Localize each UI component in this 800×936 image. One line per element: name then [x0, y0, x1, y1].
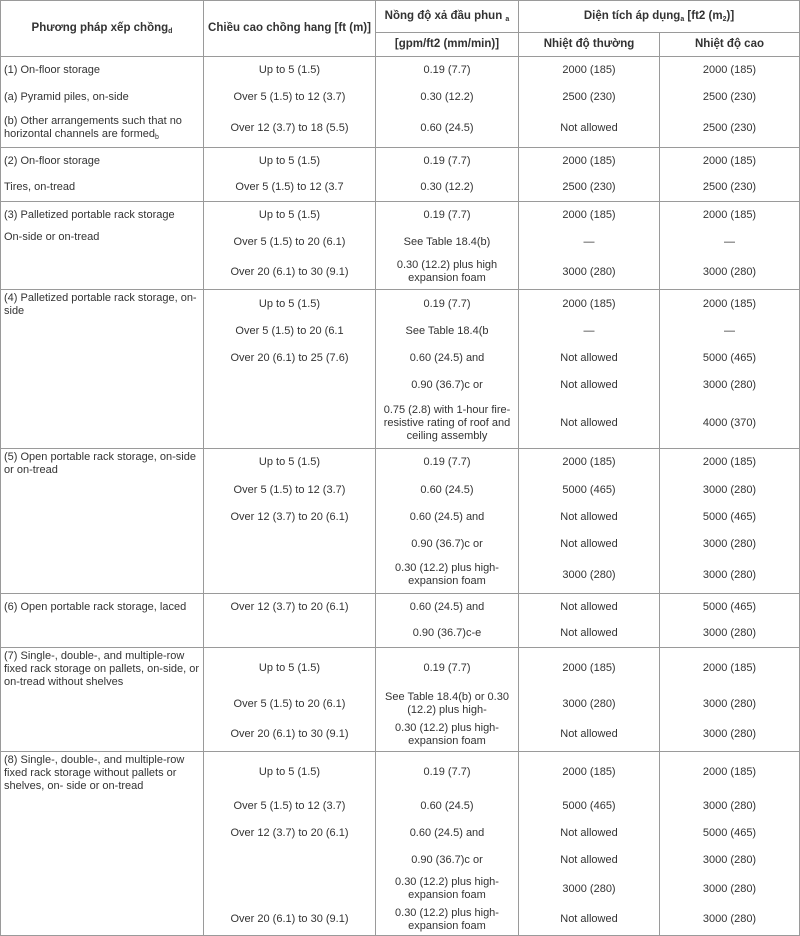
method-cell: [1, 558, 204, 594]
table-row: [1, 793, 800, 820]
ordinary-temp-cell: Not allowed: [519, 504, 660, 531]
table-row: [1, 318, 800, 345]
density-cell: 0.19 (7.7): [376, 148, 519, 175]
ordinary-temp-cell: 2000 (185): [519, 648, 660, 690]
height-cell: [204, 621, 376, 648]
method-cell: [1, 820, 204, 847]
ordinary-temp-cell: 2500 (230): [519, 175, 660, 202]
ordinary-temp-cell: 2000 (185): [519, 148, 660, 175]
density-cell: 0.30 (12.2) plus high-expansion foam: [376, 719, 519, 751]
table-row: [1, 229, 800, 256]
height-cell: Up to 5 (1.5): [204, 57, 376, 84]
density-cell: 0.90 (36.7)c or: [376, 847, 519, 874]
table-row: [1, 558, 800, 594]
method-cell: (4) Palletized portable rack storage, on-side: [1, 290, 204, 319]
density-cell: 0.19 (7.7): [376, 751, 519, 793]
method-cell: (a) Pyramid piles, on-side: [1, 84, 204, 111]
high-temp-cell: 3000 (280): [660, 621, 800, 648]
height-cell: Up to 5 (1.5): [204, 290, 376, 319]
high-temp-cell: 3000 (280): [660, 905, 800, 936]
table-row: [1, 504, 800, 531]
density-cell: 0.30 (12.2) plus high-expansion foam: [376, 905, 519, 936]
ordinary-temp-cell: Not allowed: [519, 399, 660, 448]
density-cell: 0.30 (12.2) plus high-expansion foam: [376, 874, 519, 905]
table-row: [1, 648, 800, 690]
high-temp-cell: 5000 (465): [660, 820, 800, 847]
high-temp-cell: 3000 (280): [660, 372, 800, 399]
table-row: [1, 531, 800, 558]
method-cell: [1, 372, 204, 399]
header-high-temp: Nhiệt độ cao: [660, 33, 800, 57]
method-cell: [1, 318, 204, 345]
table-row: [1, 399, 800, 448]
high-temp-cell: 3000 (280): [660, 874, 800, 905]
method-cell: [1, 399, 204, 448]
high-temp-cell: 3000 (280): [660, 689, 800, 719]
ordinary-temp-cell: Not allowed: [519, 820, 660, 847]
table-row: [1, 111, 800, 148]
high-temp-cell: 2500 (230): [660, 111, 800, 148]
high-temp-cell: 2000 (185): [660, 202, 800, 229]
density-cell: 0.75 (2.8) with 1-hour fire-resistive rating of roof and ceiling assembly: [376, 399, 519, 448]
ordinary-temp-cell: Not allowed: [519, 719, 660, 751]
height-cell: Over 5 (1.5) to 12 (3.7): [204, 793, 376, 820]
method-cell: (6) Open portable rack storage, laced: [1, 594, 204, 621]
ordinary-temp-cell: 5000 (465): [519, 793, 660, 820]
method-cell: [1, 905, 204, 936]
table-row: [1, 477, 800, 504]
high-temp-cell: 2000 (185): [660, 57, 800, 84]
method-cell: [1, 256, 204, 290]
height-cell: Over 5 (1.5) to 12 (3.7): [204, 477, 376, 504]
high-temp-cell: 3000 (280): [660, 531, 800, 558]
high-temp-cell: 3000 (280): [660, 256, 800, 290]
height-cell: Over 5 (1.5) to 20 (6.1): [204, 689, 376, 719]
header-area: Diện tích áp dụng$_a$ [ft2 $(m_2)$]: [519, 1, 800, 33]
table-row: [1, 175, 800, 202]
height-cell: [204, 531, 376, 558]
ordinary-temp-cell: 3000 (280): [519, 689, 660, 719]
high-temp-cell: 4000 (370): [660, 399, 800, 448]
high-temp-cell: 2000 (185): [660, 290, 800, 319]
height-cell: Up to 5 (1.5): [204, 448, 376, 477]
ordinary-temp-cell: 2000 (185): [519, 448, 660, 477]
method-cell: [1, 504, 204, 531]
table-row: [1, 57, 800, 84]
ordinary-temp-cell: 2000 (185): [519, 290, 660, 319]
density-cell: See Table 18.4(b): [376, 229, 519, 256]
high-temp-cell: —: [660, 229, 800, 256]
density-cell: 0.60 (24.5) and: [376, 594, 519, 621]
height-cell: Over 12 (3.7) to 20 (6.1): [204, 504, 376, 531]
header-ordinary-temp: Nhiệt độ thường: [519, 33, 660, 57]
density-cell: 0.60 (24.5): [376, 111, 519, 148]
ordinary-temp-cell: —: [519, 318, 660, 345]
density-cell: 0.90 (36.7)c-e: [376, 621, 519, 648]
table-row: [1, 256, 800, 290]
density-cell: 0.19 (7.7): [376, 648, 519, 690]
density-cell: 0.30 (12.2) plus high expansion foam: [376, 256, 519, 290]
height-cell: [204, 558, 376, 594]
height-cell: Over 12 (3.7) to 20 (6.1): [204, 820, 376, 847]
method-cell: [1, 847, 204, 874]
table-row: [1, 345, 800, 372]
ordinary-temp-cell: Not allowed: [519, 111, 660, 148]
ordinary-temp-cell: 5000 (465): [519, 477, 660, 504]
height-cell: Up to 5 (1.5): [204, 648, 376, 690]
header-height: Chiều cao chồng hang [ft (m)]: [204, 1, 376, 57]
height-cell: Over 20 (6.1) to 30 (9.1): [204, 905, 376, 936]
header-density-unit: [gpm/ft2 (mm/min)]: [376, 33, 519, 57]
table-body: [1, 57, 800, 936]
density-cell: See Table 18.4(b: [376, 318, 519, 345]
density-cell: 0.60 (24.5) and: [376, 820, 519, 847]
ordinary-temp-cell: 3000 (280): [519, 874, 660, 905]
ordinary-temp-cell: Not allowed: [519, 621, 660, 648]
density-cell: 0.60 (24.5) and: [376, 345, 519, 372]
height-cell: Over 12 (3.7) to 18 (5.5): [204, 111, 376, 148]
method-cell: [1, 621, 204, 648]
height-cell: Over 5 (1.5) to 12 (3.7): [204, 84, 376, 111]
density-cell: 0.19 (7.7): [376, 290, 519, 319]
method-cell: [1, 345, 204, 372]
high-temp-cell: 2000 (185): [660, 148, 800, 175]
density-cell: 0.19 (7.7): [376, 202, 519, 229]
table-row: [1, 905, 800, 936]
height-cell: Up to 5 (1.5): [204, 202, 376, 229]
table-row: [1, 84, 800, 111]
height-cell: [204, 399, 376, 448]
ordinary-temp-cell: 3000 (280): [519, 558, 660, 594]
height-cell: Up to 5 (1.5): [204, 148, 376, 175]
ordinary-temp-cell: 2000 (185): [519, 57, 660, 84]
ordinary-temp-cell: 2000 (185): [519, 202, 660, 229]
ordinary-temp-cell: —: [519, 229, 660, 256]
table-row: [1, 820, 800, 847]
table-row: [1, 621, 800, 648]
method-cell: [1, 531, 204, 558]
table-row: [1, 594, 800, 621]
method-cell: Tires, on-tread: [1, 175, 204, 202]
method-cell: (1) On-floor storage: [1, 57, 204, 84]
density-cell: 0.19 (7.7): [376, 448, 519, 477]
table-row: [1, 689, 800, 719]
method-cell: (3) Palletized portable rack storage: [1, 202, 204, 229]
header-density: Nồng độ xả đầu phun $_a$: [376, 1, 519, 33]
height-cell: Over 20 (6.1) to 25 (7.6): [204, 345, 376, 372]
table-row: [1, 874, 800, 905]
method-cell: On-side or on-tread: [1, 229, 204, 256]
height-cell: Over 5 (1.5) to 20 (6.1: [204, 318, 376, 345]
ordinary-temp-cell: Not allowed: [519, 905, 660, 936]
density-cell: 0.60 (24.5): [376, 793, 519, 820]
method-cell: (8) Single-, double-, and multiple-row fixed rack storage without pallets or shelves, on- side or on-tread: [1, 751, 204, 793]
density-cell: 0.90 (36.7)c or: [376, 531, 519, 558]
method-cell: [1, 719, 204, 751]
method-cell: [1, 874, 204, 905]
ordinary-temp-cell: 2000 (185): [519, 751, 660, 793]
height-cell: [204, 372, 376, 399]
height-cell: [204, 874, 376, 905]
ordinary-temp-cell: 3000 (280): [519, 256, 660, 290]
height-cell: Over 20 (6.1) to 30 (9.1): [204, 719, 376, 751]
high-temp-cell: 3000 (280): [660, 719, 800, 751]
table-row: [1, 372, 800, 399]
ordinary-temp-cell: 2500 (230): [519, 84, 660, 111]
table-row: [1, 719, 800, 751]
density-cell: See Table 18.4(b) or 0.30 (12.2) plus high-: [376, 689, 519, 719]
method-cell: (5) Open portable rack storage, on-side or on-tread: [1, 448, 204, 477]
high-temp-cell: 5000 (465): [660, 345, 800, 372]
high-temp-cell: 2000 (185): [660, 751, 800, 793]
density-cell: 0.30 (12.2): [376, 84, 519, 111]
density-cell: 0.60 (24.5): [376, 477, 519, 504]
table-row: [1, 847, 800, 874]
method-cell: (b) Other arrangements such that no horizontal channels are formed$_b$: [1, 111, 204, 148]
high-temp-cell: 5000 (465): [660, 594, 800, 621]
ordinary-temp-cell: Not allowed: [519, 531, 660, 558]
high-temp-cell: 2500 (230): [660, 84, 800, 111]
method-cell: [1, 689, 204, 719]
table-row: [1, 751, 800, 793]
height-cell: Over 5 (1.5) to 20 (6.1): [204, 229, 376, 256]
density-cell: 0.30 (12.2): [376, 175, 519, 202]
density-cell: 0.90 (36.7)c or: [376, 372, 519, 399]
ordinary-temp-cell: Not allowed: [519, 372, 660, 399]
high-temp-cell: —: [660, 318, 800, 345]
density-cell: 0.60 (24.5) and: [376, 504, 519, 531]
ordinary-temp-cell: Not allowed: [519, 345, 660, 372]
density-cell: 0.19 (7.7): [376, 57, 519, 84]
height-cell: [204, 847, 376, 874]
high-temp-cell: 3000 (280): [660, 477, 800, 504]
high-temp-cell: 3000 (280): [660, 558, 800, 594]
height-cell: Over 5 (1.5) to 12 (3.7: [204, 175, 376, 202]
table-row: [1, 448, 800, 477]
method-cell: [1, 477, 204, 504]
height-cell: Over 12 (3.7) to 20 (6.1): [204, 594, 376, 621]
method-cell: (2) On-floor storage: [1, 148, 204, 175]
high-temp-cell: 2000 (185): [660, 448, 800, 477]
ordinary-temp-cell: Not allowed: [519, 847, 660, 874]
header-method: Phương pháp xếp chồng$_d$: [1, 1, 204, 57]
method-cell: (7) Single-, double-, and multiple-row fixed rack storage on pallets, on-side, or on-tread without shelves: [1, 648, 204, 690]
high-temp-cell: 2500 (230): [660, 175, 800, 202]
high-temp-cell: 3000 (280): [660, 793, 800, 820]
height-cell: Up to 5 (1.5): [204, 751, 376, 793]
high-temp-cell: 2000 (185): [660, 648, 800, 690]
method-cell: [1, 793, 204, 820]
density-cell: 0.30 (12.2) plus high-expansion foam: [376, 558, 519, 594]
high-temp-cell: 3000 (280): [660, 847, 800, 874]
table-row: [1, 148, 800, 175]
ordinary-temp-cell: Not allowed: [519, 594, 660, 621]
table-row: [1, 202, 800, 229]
table-row: [1, 290, 800, 319]
height-cell: Over 20 (6.1) to 30 (9.1): [204, 256, 376, 290]
high-temp-cell: 5000 (465): [660, 504, 800, 531]
